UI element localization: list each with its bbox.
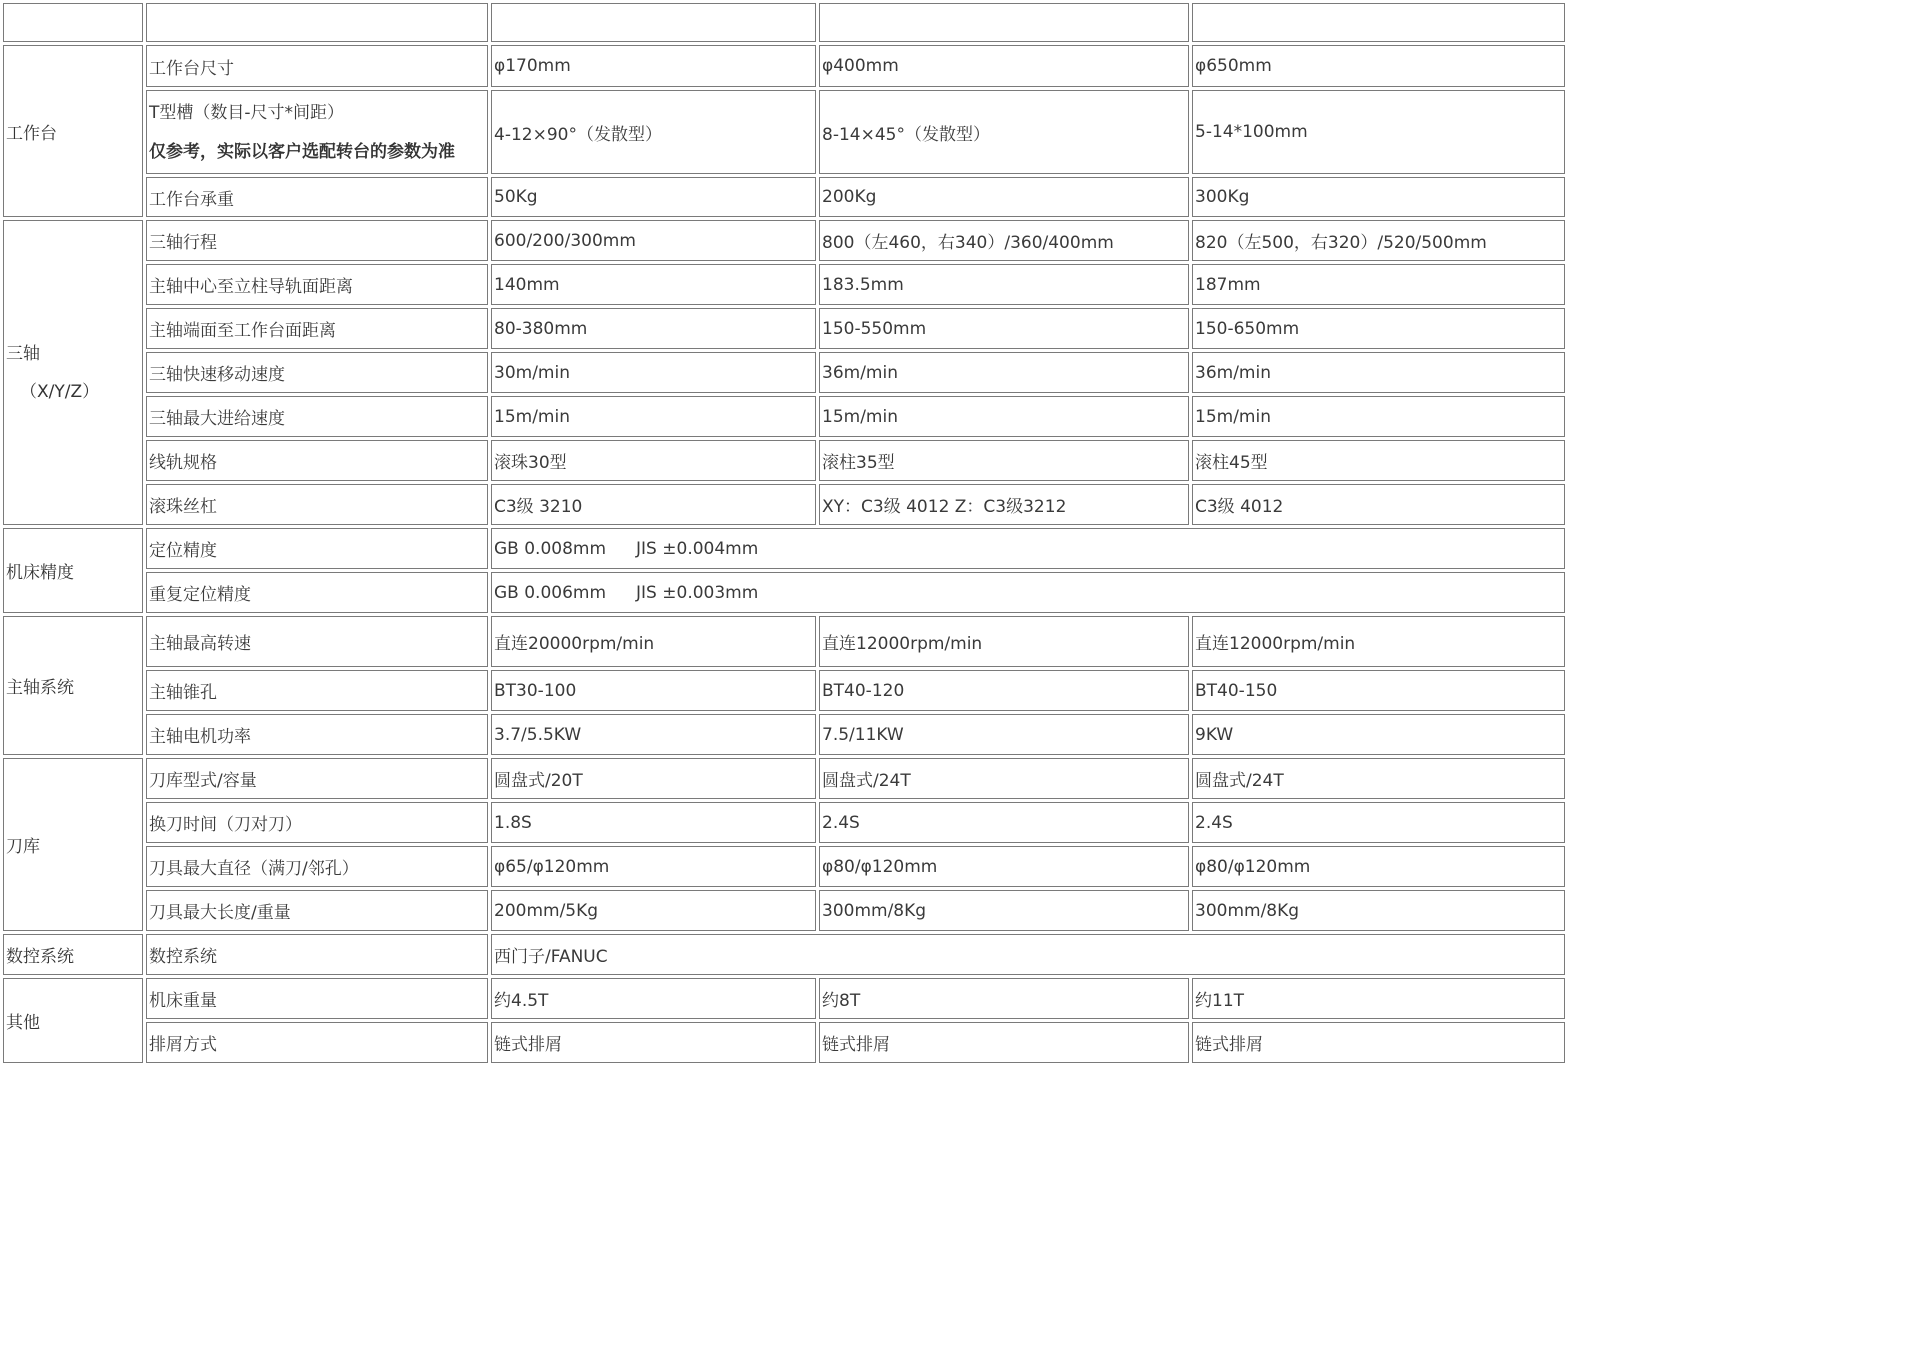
header-cell	[491, 3, 816, 42]
value-cell: XY：C3级 4012 Z：C3级3212	[819, 484, 1189, 525]
row-label: 刀具最大直径（满刀/邻孔）	[146, 846, 488, 887]
table-row	[3, 616, 1565, 667]
value-cell: 滚柱45型	[1192, 440, 1565, 481]
table-row	[3, 1022, 1565, 1063]
group-workbench: 工作台	[3, 45, 143, 217]
header-cell	[1192, 3, 1565, 42]
value-cell: 直连12000rpm/min	[819, 616, 1189, 667]
row-label: 线轨规格	[146, 440, 488, 481]
value-cell: 直连12000rpm/min	[1192, 616, 1565, 667]
value-cell: φ650mm	[1192, 45, 1565, 87]
value-cell: 30m/min	[491, 352, 816, 393]
row-label: 重复定位精度	[146, 572, 488, 613]
group-other: 其他	[3, 978, 143, 1063]
row-label: 数控系统	[146, 934, 488, 975]
table-row	[3, 90, 1565, 174]
table-row	[3, 264, 1565, 305]
table-row	[3, 934, 1565, 975]
value-cell: BT30-100	[491, 670, 816, 711]
row-label: 换刀时间（刀对刀）	[146, 802, 488, 843]
gb-value: GB 0.008mm	[494, 538, 607, 559]
value-cell: 150-550mm	[819, 308, 1189, 349]
value-cell: 链式排屑	[491, 1022, 816, 1063]
table-row	[3, 308, 1565, 349]
row-label: 定位精度	[146, 528, 488, 569]
row-label-note: 仅参考，实际以客户选配转台的参数为准	[149, 142, 455, 162]
table-row	[3, 45, 1565, 87]
table-row	[3, 670, 1565, 711]
value-cell: 15m/min	[819, 396, 1189, 437]
row-label: 刀库型式/容量	[146, 758, 488, 799]
row-label: 工作台尺寸	[146, 45, 488, 87]
value-cell: 200mm/5Kg	[491, 890, 816, 931]
group-axis	[3, 220, 143, 525]
value-cell: 50Kg	[491, 177, 816, 217]
value-cell: 15m/min	[491, 396, 816, 437]
row-label: 三轴快速移动速度	[146, 352, 488, 393]
row-label: 主轴端面至工作台面距离	[146, 308, 488, 349]
value-cell: φ80/φ120mm	[819, 846, 1189, 887]
row-label	[146, 90, 488, 174]
table-row	[3, 714, 1565, 755]
group-tool-magazine: 刀库	[3, 758, 143, 931]
value-cell: 2.4S	[819, 802, 1189, 843]
value-cell: 滚珠30型	[491, 440, 816, 481]
table-row	[3, 802, 1565, 843]
value-cell: BT40-120	[819, 670, 1189, 711]
value-cell: 300mm/8Kg	[819, 890, 1189, 931]
row-label: 排屑方式	[146, 1022, 488, 1063]
row-label: 滚珠丝杠	[146, 484, 488, 525]
value-cell: 直连20000rpm/min	[491, 616, 816, 667]
value-cell: 187mm	[1192, 264, 1565, 305]
value-cell-span: 西门子/FANUC	[491, 934, 1565, 975]
row-label: 主轴电机功率	[146, 714, 488, 755]
row-label: 工作台承重	[146, 177, 488, 217]
value-cell: φ65/φ120mm	[491, 846, 816, 887]
row-label: 三轴行程	[146, 220, 488, 261]
value-cell: 8-14×45°（发散型）	[819, 90, 1189, 174]
value-cell: 15m/min	[1192, 396, 1565, 437]
jis-value: JIS ±0.003mm	[636, 582, 759, 603]
header-cell	[819, 3, 1189, 42]
table-row	[3, 440, 1565, 481]
value-cell: 约11T	[1192, 978, 1565, 1019]
row-label: 机床重量	[146, 978, 488, 1019]
value-cell: 4-12×90°（发散型）	[491, 90, 816, 174]
table-row	[3, 177, 1565, 217]
row-label: 主轴锥孔	[146, 670, 488, 711]
value-cell-span	[491, 572, 1565, 613]
value-cell: 1.8S	[491, 802, 816, 843]
table-row	[3, 396, 1565, 437]
table-row	[3, 484, 1565, 525]
value-cell: 圆盘式/20T	[491, 758, 816, 799]
value-cell: BT40-150	[1192, 670, 1565, 711]
header-cell	[146, 3, 488, 42]
table-row	[3, 220, 1565, 261]
table-row	[3, 846, 1565, 887]
value-cell: 150-650mm	[1192, 308, 1565, 349]
value-cell: 链式排屑	[819, 1022, 1189, 1063]
header-cell	[3, 3, 143, 42]
value-cell: 200Kg	[819, 177, 1189, 217]
row-label: 主轴中心至立柱导轨面距离	[146, 264, 488, 305]
value-cell: 36m/min	[1192, 352, 1565, 393]
row-label: 三轴最大进给速度	[146, 396, 488, 437]
value-cell: 圆盘式/24T	[1192, 758, 1565, 799]
value-cell: C3级 3210	[491, 484, 816, 525]
value-cell: 链式排屑	[1192, 1022, 1565, 1063]
gb-value: GB 0.006mm	[494, 582, 607, 603]
value-cell: C3级 4012	[1192, 484, 1565, 525]
row-label: 刀具最大长度/重量	[146, 890, 488, 931]
value-cell: 600/200/300mm	[491, 220, 816, 261]
value-cell: 5-14*100mm	[1192, 90, 1565, 174]
value-cell: 36m/min	[819, 352, 1189, 393]
value-cell: 2.4S	[1192, 802, 1565, 843]
value-cell: 300Kg	[1192, 177, 1565, 217]
value-cell: 圆盘式/24T	[819, 758, 1189, 799]
value-cell: 183.5mm	[819, 264, 1189, 305]
value-cell: 80-380mm	[491, 308, 816, 349]
group-spindle: 主轴系统	[3, 616, 143, 755]
table-row	[3, 758, 1565, 799]
group-axis-line1: 三轴	[6, 343, 40, 364]
value-cell: φ400mm	[819, 45, 1189, 87]
value-cell: 820（左500，右320）/520/500mm	[1192, 220, 1565, 261]
table-row	[3, 978, 1565, 1019]
header-row	[3, 3, 1565, 42]
table-row	[3, 572, 1565, 613]
table-row	[3, 890, 1565, 931]
value-cell: φ170mm	[491, 45, 816, 87]
value-cell: 约4.5T	[491, 978, 816, 1019]
table-row	[3, 528, 1565, 569]
group-cnc: 数控系统	[3, 934, 143, 975]
row-label: 主轴最高转速	[146, 616, 488, 667]
value-cell: 140mm	[491, 264, 816, 305]
value-cell: 滚柱35型	[819, 440, 1189, 481]
group-axis-line2: （X/Y/Z）	[20, 381, 100, 402]
group-precision: 机床精度	[3, 528, 143, 613]
row-label-text: T型槽（数目-尺寸*间距）	[149, 103, 345, 123]
jis-value: JIS ±0.004mm	[636, 538, 759, 559]
value-cell: 300mm/8Kg	[1192, 890, 1565, 931]
table-row	[3, 352, 1565, 393]
value-cell: 约8T	[819, 978, 1189, 1019]
value-cell-span	[491, 528, 1565, 569]
value-cell: 7.5/11KW	[819, 714, 1189, 755]
value-cell: 800（左460，右340）/360/400mm	[819, 220, 1189, 261]
value-cell: φ80/φ120mm	[1192, 846, 1565, 887]
value-cell: 3.7/5.5KW	[491, 714, 816, 755]
value-cell: 9KW	[1192, 714, 1565, 755]
